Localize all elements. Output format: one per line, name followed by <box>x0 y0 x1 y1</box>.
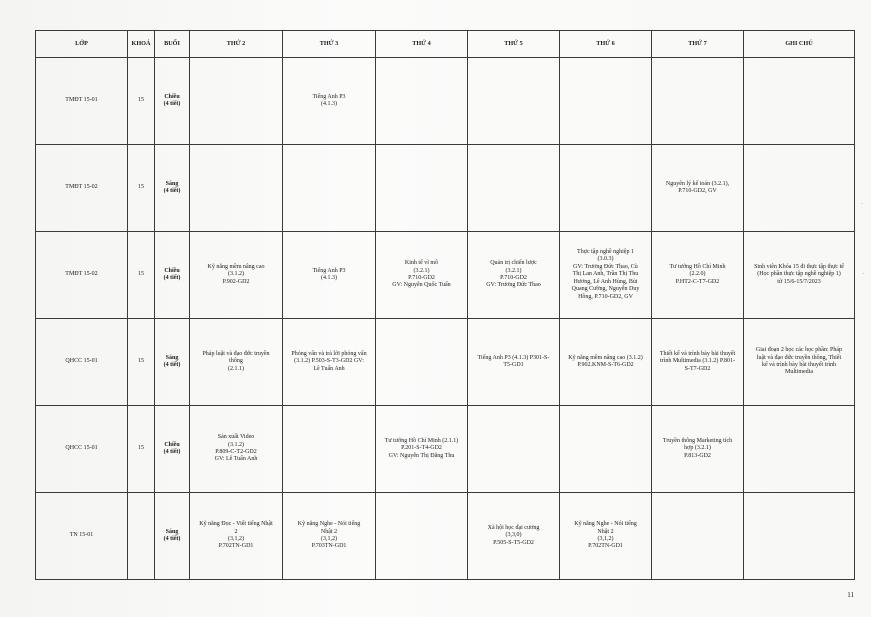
cell-thu6 <box>560 493 652 580</box>
header-thu6: THỨ 6 <box>560 31 652 58</box>
cell-text-line: Quang Cường, Nguyễn Duy <box>571 286 640 293</box>
cell-khoa <box>128 58 155 145</box>
cell-text-line: Truyền thông Marketing tích <box>662 437 733 444</box>
cell-thu3 <box>283 406 376 493</box>
cell-text-line: P.HT2-C-T7-GD2 <box>675 278 720 285</box>
cell-text-line: QHCC 15-01 <box>65 358 98 365</box>
cell-text-line: Nhật 2 <box>320 528 338 535</box>
cell-thu5 <box>468 406 560 493</box>
cell-text-line: (3.1.2) <box>228 441 244 448</box>
header-thu5: THỨ 5 <box>468 31 560 58</box>
cell-thu7 <box>652 145 744 232</box>
cell-thu3 <box>283 58 376 145</box>
cell-text-line: (4 tiết) <box>163 362 181 368</box>
cell-text-line: TMĐT 15-02 <box>65 184 98 191</box>
cell-text-line: 2 <box>234 528 238 535</box>
cell-buoi <box>155 493 190 580</box>
cell-text-line: Multimedia <box>785 369 813 376</box>
cell-khoa <box>128 493 155 580</box>
cell-text-line: Sáng <box>165 180 179 187</box>
cell-text-line: T5-GD1 <box>503 362 524 368</box>
cell-text-line: (3.2.1) <box>413 267 430 274</box>
cell-text-line: P.702TN-GD1 <box>218 543 254 550</box>
cell-thu4 <box>376 319 468 406</box>
table-row <box>36 493 855 580</box>
cell-ghichu <box>744 319 855 406</box>
cell-text-line: GV: Nguyễn Thị Đăng Thu <box>388 452 455 459</box>
cell-text-line: Nhật 2 <box>597 528 614 535</box>
cell-lop <box>36 406 128 493</box>
cell-text-line: TMĐT 15-02 <box>65 271 98 278</box>
cell-text-line: (4.1.3) <box>321 101 337 107</box>
cell-text-line: Sinh viên Khóa 15 đi thực tập thực tế <box>754 263 844 270</box>
cell-ghichu <box>744 58 855 145</box>
cell-text-line: Kỹ năng mềm nâng cao <box>207 263 265 270</box>
cell-text-line: P.702TN-GD1 <box>588 543 623 550</box>
cell-thu6 <box>560 232 652 319</box>
cell-text-line: (Học phần thực tập nghề nghiệp 1) <box>757 271 841 278</box>
cell-ghichu <box>744 145 855 232</box>
cell-thu4 <box>376 145 468 232</box>
cell-text-line: từ 15/6-15/7/2023 <box>777 278 821 285</box>
cell-text-line: (4 tiết) <box>163 275 181 281</box>
cell-buoi <box>155 319 190 406</box>
cell-text-line: kế và trình bày bài thuyết trình <box>762 362 836 368</box>
cell-text-line: Tiếng Anh P3 (4.1.3) P301-S- <box>477 354 550 361</box>
cell-text-line: Thực tập nghề nghiệp 1 <box>577 249 634 256</box>
cell-text-line: (3.1.2) <box>228 271 244 278</box>
cell-text-line: (2.1.1) <box>228 365 244 372</box>
cell-text-line: P.505-S-T5-GD2 <box>493 539 534 546</box>
cell-thu2 <box>190 319 283 406</box>
cell-khoa <box>128 319 155 406</box>
cell-thu5 <box>468 145 560 232</box>
cell-text-line: (3,1,2) <box>597 536 614 542</box>
cell-text-line: Lê Tuấn Anh <box>313 365 345 372</box>
page-number: 11 <box>847 591 854 599</box>
cell-khoa <box>128 145 155 232</box>
header-thu3: THỨ 3 <box>283 31 376 58</box>
cell-text-line: hợp (3.2.1) <box>684 445 711 452</box>
header-buoi: BUỔI <box>155 31 190 58</box>
cell-text-line: Tư tưởng Hồ Chí Minh (2.1.1) <box>384 437 459 444</box>
cell-text-line: S-T7-GD2 <box>684 365 711 372</box>
cell-text-line: Sản xuất Video <box>217 434 255 441</box>
cell-thu4 <box>376 232 468 319</box>
cell-text-line: (3,3,0) <box>505 532 522 539</box>
cell-thu6 <box>560 319 652 406</box>
cell-thu7 <box>652 406 744 493</box>
cell-thu5 <box>468 493 560 580</box>
margin-mark: · <box>861 200 864 208</box>
cell-text-line: (4 tiết) <box>163 536 181 542</box>
cell-text-line: 15 <box>138 445 144 452</box>
cell-text-line: Nguyên lý kế toán (3.2.1), <box>665 180 730 187</box>
cell-text-line: 15 <box>138 271 144 278</box>
cell-buoi <box>155 145 190 232</box>
cell-lop <box>36 58 128 145</box>
cell-text-line: Sáng <box>165 528 179 535</box>
cell-text-line: Chiều <box>164 93 180 100</box>
margin-mark: · <box>862 270 865 278</box>
header-lop: LỚP <box>36 31 128 58</box>
cell-text-line: (3.1.2) P.503-S-T3-GD2 GV: <box>294 358 364 365</box>
cell-thu3 <box>283 145 376 232</box>
cell-thu3 <box>283 493 376 580</box>
table-row <box>36 145 855 232</box>
cell-thu7 <box>652 319 744 406</box>
cell-text-line: (3,1,2) <box>321 536 337 542</box>
cell-ghichu <box>744 232 855 319</box>
cell-text-line: P.710-GD2 <box>408 275 435 281</box>
cell-text-line: Hồng, P.710-GD2, GV <box>578 293 633 300</box>
cell-text-line: Hương, Lê Anh Hùng, Bùi <box>573 278 638 285</box>
cell-lop <box>36 145 128 232</box>
cell-ghichu <box>744 406 855 493</box>
cell-thu5 <box>468 232 560 319</box>
cell-text-line: Tiếng Anh P3 <box>312 267 346 274</box>
cell-text-line: Phỏng vấn và trả lời phỏng vấn <box>291 350 367 357</box>
cell-thu2 <box>190 406 283 493</box>
cell-thu2 <box>190 145 283 232</box>
cell-thu2 <box>190 493 283 580</box>
cell-text-line: TN 15-01 <box>69 532 94 539</box>
cell-thu5 <box>468 58 560 145</box>
cell-lop <box>36 232 128 319</box>
cell-text-line: GV: Trương Đức Thao <box>486 282 541 289</box>
cell-text-line: GV: Nguyễn Quốc Tuấn <box>392 282 451 289</box>
cell-text-line: Thị Lan Anh, Trần Thị Thu <box>572 271 639 278</box>
cell-thu7 <box>652 58 744 145</box>
cell-text-line: Sáng <box>165 354 179 361</box>
cell-text-line: Pháp luật và đạo đức truyền <box>202 350 270 357</box>
header-thu7: THỨ 7 <box>652 31 744 58</box>
cell-lop <box>36 319 128 406</box>
cell-thu3 <box>283 232 376 319</box>
cell-text-line: 15 <box>138 358 144 365</box>
cell-text-line: (4 tiết) <box>163 101 181 107</box>
cell-thu6 <box>560 58 652 145</box>
cell-text-line: (3.2.1) <box>505 267 522 274</box>
timetable <box>35 30 855 580</box>
cell-text-line: Kỹ năng Nghe - Nói tiếng <box>574 521 637 528</box>
cell-thu4 <box>376 58 468 145</box>
cell-text-line: P.813-GD2 <box>684 452 711 459</box>
cell-text-line: GV: Trương Đức Thao, Cù <box>573 263 638 270</box>
cell-text-line: (4 tiết) <box>163 449 181 455</box>
cell-thu2 <box>190 58 283 145</box>
cell-text-line: 15 <box>138 184 144 191</box>
cell-text-line: P.710-GD2 <box>500 275 527 281</box>
cell-ghichu <box>744 493 855 580</box>
cell-thu3 <box>283 319 376 406</box>
table-row <box>36 232 855 319</box>
cell-text-line: P.902-GD2 <box>222 278 250 285</box>
cell-lop <box>36 493 128 580</box>
cell-khoa <box>128 406 155 493</box>
cell-buoi <box>155 232 190 319</box>
cell-text-line: luật và đạo đức truyền thông, Thiết <box>756 354 842 361</box>
cell-text-line: Chiều <box>164 441 180 448</box>
cell-buoi <box>155 406 190 493</box>
cell-thu4 <box>376 406 468 493</box>
cell-text-line: Tiếng Anh P3 <box>312 93 346 100</box>
cell-text-line: Kỹ năng Đọc - Viết tiếng Nhật <box>199 521 273 528</box>
cell-text-line: Quản trị chiến lược <box>490 260 537 267</box>
header-row <box>36 31 855 58</box>
cell-text-line: (3.0.3) <box>597 256 614 263</box>
cell-text-line: (4 tiết) <box>163 188 181 194</box>
cell-text-line: P.809-C-T2-GD2 <box>215 449 257 455</box>
cell-text-line: P.703TN-GD1 <box>311 543 347 550</box>
cell-thu5 <box>468 319 560 406</box>
cell-thu6 <box>560 145 652 232</box>
table-row <box>36 58 855 145</box>
cell-text-line: (3,1,2) <box>228 536 244 542</box>
cell-text-line: Giai đoạn 2 học các học phần: Pháp <box>755 347 843 354</box>
cell-text-line: P.710-GD2, GV <box>678 188 717 194</box>
cell-text-line: Kỹ năng Nghe - Nói tiếng <box>297 521 361 528</box>
cell-text-line: P.902.KNM-S-T6-GD2 <box>577 362 634 368</box>
cell-text-line: Kỹ năng mềm nâng cao (3.1.2) <box>568 354 643 361</box>
cell-thu4 <box>376 493 468 580</box>
cell-text-line: (2.2.0) <box>689 271 706 278</box>
cell-text-line: Chiều <box>164 267 180 274</box>
header-thu2: THỨ 2 <box>190 31 283 58</box>
cell-thu2 <box>190 232 283 319</box>
cell-buoi <box>155 58 190 145</box>
cell-text-line: thông <box>229 358 243 365</box>
cell-text-line: P.201-S-T4-GD2 <box>401 445 442 452</box>
cell-thu7 <box>652 493 744 580</box>
cell-khoa <box>128 232 155 319</box>
table-row <box>36 319 855 406</box>
header-khoa: KHOÁ <box>128 31 155 58</box>
cell-text-line: QHCC 15-01 <box>65 445 98 452</box>
cell-text-line: GV: Lê Tuấn Anh <box>214 456 258 463</box>
cell-text-line: (4.1.3) <box>321 275 337 281</box>
cell-thu7 <box>652 232 744 319</box>
cell-text-line: Kinh tế vĩ mô <box>404 260 439 267</box>
cell-text-line: TMĐT 15-01 <box>65 97 98 104</box>
cell-text-line: 15 <box>138 97 144 104</box>
cell-thu6 <box>560 406 652 493</box>
cell-text-line: Xã hội học đại cương <box>487 524 540 531</box>
cell-text-line: trình Multimedia (3.1.2) P.801- <box>660 358 735 365</box>
header-ghichu: GHI CHÚ <box>744 31 855 58</box>
cell-text-line: Thiết kế và trình bày bài thuyết <box>659 350 736 357</box>
table-row <box>36 406 855 493</box>
header-thu4: THỨ 4 <box>376 31 468 58</box>
cell-text-line: Tư tưởng Hồ Chí Minh <box>669 263 726 270</box>
